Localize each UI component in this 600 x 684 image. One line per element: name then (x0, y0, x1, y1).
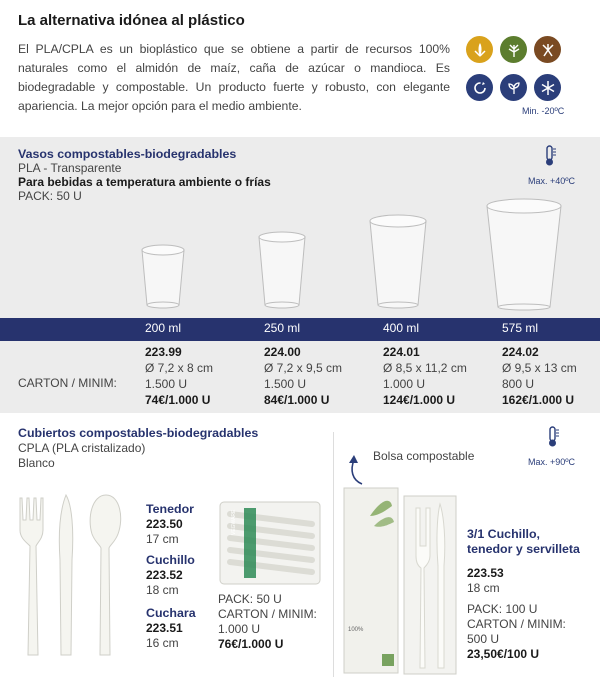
cups-pack: PACK: 50 U (18, 189, 82, 203)
pack-brand: VEGWARE (231, 509, 237, 535)
cutlery-color: Blanco (18, 456, 55, 470)
item-size: 18 cm (146, 583, 179, 597)
carton-qty: 1.500 U (264, 377, 307, 391)
curved-arrow-icon (344, 452, 372, 486)
product-price: 162€/1.000 U (502, 393, 575, 407)
recycle-icon (466, 74, 493, 101)
item-size: 17 cm (146, 532, 179, 546)
cup-size-250: 250 ml (264, 321, 301, 335)
product-dims: Ø 8,5 x 11,2 cm (383, 361, 467, 375)
cups-material: PLA - Transparente (18, 161, 122, 175)
product-price: 74€/1.000 U (145, 393, 211, 407)
compost-seedling-icon (500, 74, 527, 101)
cutlery-illustration (10, 490, 130, 660)
intro-text: El PLA/CPLA es un bioplástico que se obtiene a partir de recursos 100% naturales como el almidón de maíz, caña de azúcar o mandioca. Es biodegradable y compostable. Un producto fuerte y robusto, con elegante apariencia. La mejor opción para el medio ambiente. (18, 42, 450, 113)
cup-detail-200 (145, 344, 213, 408)
cup-detail-400 (383, 344, 467, 408)
product-dims: Ø 7,2 x 8 cm (145, 361, 214, 375)
thermometer-icon (543, 145, 557, 167)
bag-label: Bolsa compostable (373, 449, 475, 463)
sugarcane-icon (500, 36, 527, 63)
cutlery-item-spoon (146, 606, 196, 651)
cutlery-title: Cubiertos compostables-biodegradables (18, 426, 259, 440)
cups-use: Para bebidas a temperatura ambiente o frías (18, 175, 271, 189)
snowflake-icon (534, 74, 561, 101)
pack-price: 76€/1.000 U (218, 637, 284, 651)
feature-icons (466, 36, 566, 126)
set-code: 223.53 (467, 566, 504, 580)
product-price: 84€/1.000 U (264, 393, 330, 407)
carton-qty: 1.000 U (383, 377, 426, 391)
cutlery-item-fork (146, 502, 194, 547)
spoon-drawing (90, 495, 121, 655)
set-price: 23,50€/100 U (467, 647, 540, 661)
thermometer-icon (546, 426, 560, 448)
carton-qty: 800 U (502, 377, 535, 391)
item-code: 223.50 (146, 517, 183, 531)
page-title: La alternativa idónea al plástico (18, 12, 245, 29)
item-size: 16 cm (146, 636, 179, 650)
cup-200ml (142, 245, 184, 308)
cup-detail-575 (502, 344, 577, 408)
item-code: 223.52 (146, 568, 183, 582)
set-carton-label: CARTON / MINIM: (467, 617, 566, 631)
cup-size-400: 400 ml (383, 321, 420, 335)
product-dims: Ø 7,2 x 9,5 cm (264, 361, 343, 375)
cups-max-temp: Max. +40ºC (528, 176, 576, 186)
set-size: 18 cm (467, 581, 500, 595)
carton-qty: 1.000 U (218, 622, 261, 636)
knife-drawing (59, 495, 73, 655)
set-carton-qty: 500 U (467, 632, 500, 646)
cutlery-pack-image (216, 494, 326, 590)
product-price: 124€/1.000 U (383, 393, 456, 407)
cutlery-max-temp: Max. +90ºC (528, 457, 576, 467)
cup-575ml (487, 199, 561, 310)
cutlery-set-info (467, 527, 580, 557)
item-code: 223.51 (146, 621, 183, 635)
carton-label: CARTON / MINIM: (18, 376, 117, 390)
cutlery-item-knife (146, 553, 195, 598)
cutlery-set-details (467, 566, 566, 662)
min-temp-label: Min. -20ºC (522, 106, 565, 116)
item-name: Cuchillo (146, 553, 195, 567)
cup-400ml (370, 215, 426, 308)
cassava-icon (534, 36, 561, 63)
product-code: 224.02 (502, 345, 539, 359)
corn-icon (466, 36, 493, 63)
carton-label: CARTON / MINIM: (218, 607, 317, 621)
cutlery-material: CPLA (PLA cristalizado) (18, 441, 146, 455)
item-name: Tenedor (146, 502, 194, 516)
cups-title: Vasos compostables-biodegradables (18, 147, 237, 161)
cup-250ml (259, 232, 305, 308)
set-pack: PACK: 100 U (467, 602, 538, 616)
compostable-bag-image (340, 486, 460, 678)
set-name-line2: tenedor y servilleta (467, 542, 580, 556)
product-code: 224.01 (383, 345, 420, 359)
product-code: 224.00 (264, 345, 301, 359)
product-dims: Ø 9,5 x 13 cm (502, 361, 577, 375)
set-name-line1: 3/1 Cuchillo, (467, 527, 540, 541)
pack-qty: PACK: 50 U (218, 592, 282, 606)
item-name: Cuchara (146, 606, 196, 620)
section-divider (333, 432, 334, 677)
carton-qty: 1.500 U (145, 377, 188, 391)
product-code: 223.99 (145, 345, 182, 359)
cup-size-575: 575 ml (502, 321, 539, 335)
bag-print: 100% (348, 627, 364, 633)
cutlery-pack-info (218, 592, 317, 652)
cup-detail-250 (264, 344, 342, 408)
cup-size-200: 200 ml (145, 321, 182, 335)
fork-drawing (20, 498, 43, 655)
cups-illustration (130, 195, 590, 317)
